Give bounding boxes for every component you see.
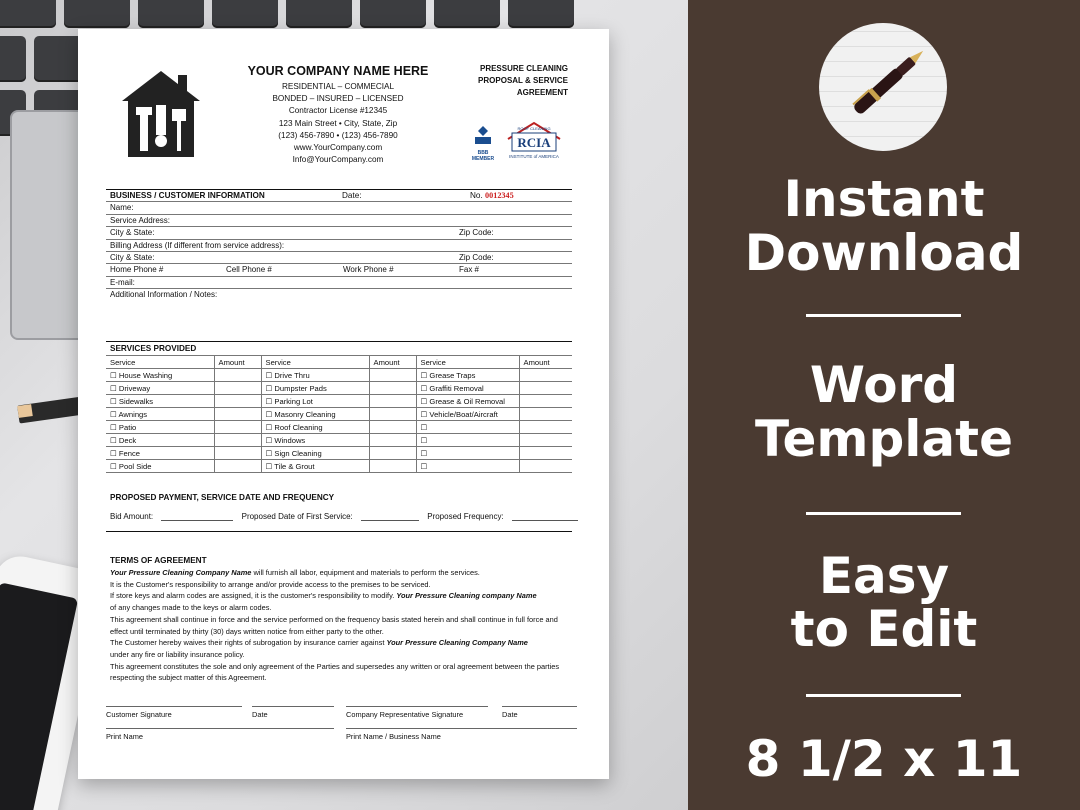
amount-col-header: Amount [369, 356, 416, 369]
print-name-label: Print Name [106, 732, 143, 741]
zip-label: Zip Code: [459, 252, 494, 262]
paper-size-text: 8 1/2 x 11 [745, 730, 1023, 788]
customer-section [106, 189, 572, 302]
notes-label: Additional Information / Notes: [110, 290, 218, 300]
service-label: Masonry Cleaning [274, 409, 336, 419]
amount-cell[interactable] [519, 460, 572, 473]
company-name-emphasis: Your Pressure Cleaning Company Name [110, 568, 252, 577]
checkbox-icon[interactable]: ☐ [110, 461, 119, 471]
print-business-line[interactable] [346, 728, 577, 741]
form-number-value: 0012345 [485, 191, 514, 200]
table-row [106, 447, 572, 460]
service-checkbox-item[interactable] [106, 369, 214, 382]
amount-cell[interactable] [214, 460, 261, 473]
email-label: E-mail: [110, 277, 135, 287]
amount-cell[interactable] [519, 408, 572, 421]
service-label: House Washing [118, 370, 173, 380]
checkbox-icon[interactable]: ☐ [110, 383, 119, 393]
table-row [106, 460, 572, 473]
terms-header: TERMS OF AGREEMENT [110, 556, 207, 565]
checkbox-icon[interactable]: ☐ [420, 435, 428, 445]
rcia-bottom: INSTITUTE of AMERICA [509, 154, 559, 159]
work-phone-label: Work Phone # [343, 265, 394, 275]
terms-paragraph: It is the Customer's responsibility to arrange and/or provide access to the premises to be serviced. [110, 579, 431, 589]
amount-cell[interactable] [519, 369, 572, 382]
payment-fields [106, 512, 572, 521]
services-header: SERVICES PROVIDED [110, 344, 197, 353]
service-label: Deck [118, 435, 137, 445]
date-label: Date [252, 710, 268, 719]
amount-cell[interactable] [214, 369, 261, 382]
amount-cell[interactable] [369, 395, 416, 408]
house-tools-logo [120, 69, 202, 159]
service-checkbox-item[interactable] [106, 421, 214, 434]
service-col-header: Service [106, 356, 214, 369]
service-checkbox-item[interactable] [261, 395, 369, 408]
customer-signature-line[interactable] [106, 706, 242, 719]
proposal-title-line: AGREEMENT [516, 88, 568, 97]
checkbox-icon[interactable]: ☐ [110, 422, 119, 432]
terms-paragraph: This agreement constitutes the sole and only agreement of the Parties and supersedes any written or oral agreement between the parties respecting the subject matter of this Agreement. [110, 661, 560, 683]
rcia-label: RCIA [517, 135, 551, 150]
checkbox-icon[interactable]: ☐ [420, 422, 428, 432]
services-section [106, 341, 572, 473]
service-checkbox-item[interactable] [106, 395, 214, 408]
table-row [106, 434, 572, 447]
service-checkbox-item[interactable] [261, 460, 369, 473]
first-service-input[interactable] [361, 513, 419, 521]
amount-cell[interactable] [214, 434, 261, 447]
customer-signature-label: Customer Signature [106, 710, 172, 719]
service-label: Awnings [118, 409, 148, 419]
service-checkbox-item[interactable] [416, 369, 519, 382]
company-line: RESIDENTIAL – COMMECIAL [281, 82, 395, 91]
service-label: Pool Side [118, 461, 152, 471]
cell-phone-label: Cell Phone # [226, 265, 272, 275]
company-line: (123) 456-7890 • (123) 456-7890 [278, 130, 398, 140]
services-table-header [106, 356, 572, 369]
table-row [106, 382, 572, 395]
easy-text: Easy [818, 547, 950, 605]
bid-amount-label: Bid Amount: [110, 512, 154, 521]
proposal-title-line: PRESSURE CLEANING [479, 64, 568, 73]
word-text: Word [809, 356, 959, 414]
checkbox-icon[interactable]: ☐ [265, 435, 275, 445]
company-line: Info@YourCompany.com [292, 155, 384, 165]
amount-cell[interactable] [214, 408, 261, 421]
bbb-label: BBB [477, 150, 489, 156]
checkbox-icon[interactable]: ☐ [265, 396, 275, 406]
email-field[interactable] [106, 277, 572, 289]
service-checkbox-item[interactable] [106, 434, 214, 447]
company-line: 123 Main Street • City, State, Zip [278, 118, 398, 128]
service-checkbox-item[interactable] [261, 447, 369, 460]
service-checkbox-item[interactable] [106, 408, 214, 421]
amount-cell[interactable] [369, 408, 416, 421]
company-line: Contractor License #12345 [288, 106, 388, 116]
pencil-tip [17, 404, 33, 418]
payment-divider [106, 531, 572, 532]
service-label: Sign Cleaning [274, 448, 322, 458]
checkbox-icon[interactable]: ☐ [265, 448, 275, 458]
divider [806, 512, 961, 515]
service-checkbox-item[interactable] [416, 382, 519, 395]
billing-address-field[interactable] [106, 240, 572, 252]
checkbox-icon[interactable]: ☐ [420, 448, 428, 458]
amount-cell[interactable] [369, 460, 416, 473]
divider [806, 314, 961, 317]
city-state-field[interactable] [106, 227, 572, 239]
frequency-input[interactable] [512, 513, 578, 521]
bbb-sub: MEMBER [471, 156, 495, 162]
amount-cell[interactable] [369, 421, 416, 434]
date-label: Date [502, 710, 518, 719]
form-paper [78, 29, 609, 779]
print-business-label: Print Name / Business Name [346, 732, 441, 741]
service-label: Roof Cleaning [274, 422, 323, 432]
amount-cell[interactable] [214, 447, 261, 460]
rcia-top: ROOF CLEANING [517, 126, 551, 131]
payment-section [106, 493, 572, 532]
city-state-label: City & State: [110, 228, 155, 238]
service-checkbox-item[interactable] [106, 460, 214, 473]
terms-text: will furnish all labor, equipment and materials to perform the services. [251, 568, 480, 577]
company-name-emphasis: Your Pressure Cleaning Company Name [386, 638, 528, 648]
service-checkbox-item[interactable] [261, 408, 369, 421]
terms-paragraph [110, 590, 572, 613]
checkbox-icon[interactable]: ☐ [110, 409, 119, 419]
name-field[interactable] [106, 202, 572, 214]
checkbox-icon[interactable]: ☐ [265, 461, 275, 471]
checkbox-icon[interactable]: ☐ [110, 448, 119, 458]
company-name: YOUR COMPANY NAME HERE [247, 64, 429, 78]
proposal-title [448, 63, 568, 99]
zip-label: Zip Code: [459, 228, 494, 238]
terms-text: The Customer hereby waives their rights of subrogation by insurance carrier against [110, 638, 387, 648]
city-state-label: City & State: [110, 252, 155, 262]
amount-cell[interactable] [519, 382, 572, 395]
divider [806, 694, 961, 697]
service-checkbox-item[interactable] [416, 447, 519, 460]
terms-text: If store keys and alarm codes are assigned, it is the customer's responsibility to modify. [110, 591, 397, 601]
proposal-title-line: PROPOSAL & SERVICE [478, 76, 568, 85]
bid-amount-input[interactable] [161, 513, 233, 521]
home-phone-label: Home Phone # [110, 265, 164, 275]
company-header [228, 63, 448, 166]
checkbox-icon[interactable]: ☐ [420, 409, 430, 419]
checkbox-icon[interactable]: ☐ [265, 422, 275, 432]
service-label: Grease Traps [429, 370, 476, 380]
keyboard-row [0, 0, 574, 28]
table-row [106, 408, 572, 421]
company-line: www.YourCompany.com [293, 143, 383, 153]
service-label: Vehicle/Boat/Aircraft [429, 409, 498, 419]
company-date-line[interactable] [502, 706, 577, 719]
print-name-line[interactable] [106, 728, 334, 741]
notes-field[interactable] [106, 289, 572, 301]
service-label: Driveway [118, 383, 151, 393]
checkbox-icon[interactable]: ☐ [110, 396, 119, 406]
to-edit-text: to Edit [790, 600, 978, 658]
service-checkbox-item[interactable] [416, 408, 519, 421]
customer-header-row [106, 190, 572, 202]
promo-panel [688, 0, 1080, 810]
company-name-emphasis: Your Pressure Cleaning company Name [396, 591, 537, 601]
customer-date-line[interactable] [252, 706, 334, 719]
terms-text: of any changes made to the keys or alarm codes. [110, 603, 272, 613]
amount-cell[interactable] [369, 447, 416, 460]
fax-label: Fax # [459, 265, 480, 275]
pen-image [819, 23, 947, 151]
table-row [106, 395, 572, 408]
billing-city-field[interactable] [106, 252, 572, 264]
checkbox-icon[interactable]: ☐ [110, 370, 119, 380]
amount-cell[interactable] [519, 421, 572, 434]
terms-section [106, 555, 572, 684]
amount-cell[interactable] [369, 382, 416, 395]
checkbox-icon[interactable]: ☐ [265, 370, 275, 380]
service-checkbox-item[interactable] [261, 434, 369, 447]
terms-paragraph [110, 637, 572, 660]
company-line: BONDED – INSURED – LICENSED [272, 94, 404, 104]
service-checkbox-item[interactable] [416, 460, 519, 473]
service-label: Parking Lot [274, 396, 313, 406]
service-address-label: Service Address: [110, 215, 171, 225]
service-label: Grease & Oil Removal [429, 396, 505, 406]
service-checkbox-item[interactable] [261, 382, 369, 395]
bbb-logo [470, 125, 496, 162]
amount-cell[interactable] [519, 395, 572, 408]
terms-paragraph: This agreement shall continue in force and the service performed on the frequency basis stated herein and shall continue in full force and effect until terminated by thirty (30) days written notice from either party to the other. [110, 614, 558, 636]
download-text: Download [744, 224, 1024, 282]
template-text: Template [755, 410, 1013, 468]
amount-cell[interactable] [519, 434, 572, 447]
checkbox-icon[interactable]: ☐ [420, 383, 430, 393]
service-checkbox-item[interactable] [416, 421, 519, 434]
billing-label: Billing Address (If different from service address): [110, 240, 285, 250]
table-row [106, 369, 572, 382]
service-label: Windows [274, 435, 306, 445]
date-label: Date: [342, 191, 362, 200]
service-col-header: Service [261, 356, 369, 369]
checkbox-icon[interactable]: ☐ [110, 435, 119, 445]
amount-cell[interactable] [214, 382, 261, 395]
service-label: Drive Thru [274, 370, 310, 380]
services-table [106, 355, 572, 473]
instant-text: Instant [783, 170, 985, 228]
service-label: Tile & Grout [274, 461, 315, 471]
payment-header: PROPOSED PAYMENT, SERVICE DATE AND FREQUENCY [110, 493, 335, 502]
table-row [106, 421, 572, 434]
fountain-pen-icon [819, 23, 947, 151]
service-label: Graffiti Removal [429, 383, 484, 393]
service-checkbox-item[interactable] [261, 369, 369, 382]
service-checkbox-item[interactable] [106, 447, 214, 460]
service-label: Fence [118, 448, 141, 458]
form-number-label: No. [470, 191, 483, 200]
company-signature-label: Company Representative Signature [346, 710, 464, 719]
checkbox-icon[interactable]: ☐ [265, 383, 275, 393]
amount-col-header: Amount [519, 356, 572, 369]
service-col-header: Service [416, 356, 519, 369]
checkbox-icon[interactable]: ☐ [420, 396, 430, 406]
service-checkbox-item[interactable] [416, 434, 519, 447]
form-number [470, 190, 514, 202]
service-checkbox-item[interactable] [416, 395, 519, 408]
frequency-label: Proposed Frequency: [427, 512, 504, 521]
amount-cell[interactable] [369, 369, 416, 382]
service-label: Sidewalks [118, 396, 154, 406]
amount-cell[interactable] [214, 421, 261, 434]
phone-field-row[interactable] [106, 264, 572, 276]
checkbox-icon[interactable]: ☐ [420, 370, 430, 380]
company-signature-line[interactable] [346, 706, 488, 719]
amount-cell[interactable] [214, 395, 261, 408]
checkbox-icon[interactable]: ☐ [265, 409, 275, 419]
terms-text: under any fire or liability insurance policy. [110, 649, 245, 659]
amount-cell[interactable] [369, 434, 416, 447]
name-label: Name: [110, 203, 134, 213]
amount-col-header: Amount [214, 356, 261, 369]
service-label: Dumpster Pads [274, 383, 327, 393]
first-service-label: Proposed Date of First Service: [241, 512, 353, 521]
service-checkbox-item[interactable] [261, 421, 369, 434]
service-address-field[interactable] [106, 215, 572, 227]
service-checkbox-item[interactable] [106, 382, 214, 395]
terms-paragraph [110, 567, 572, 579]
rcia-logo [504, 119, 564, 161]
checkbox-icon[interactable]: ☐ [420, 461, 428, 471]
customer-header: BUSINESS / CUSTOMER INFORMATION [110, 191, 265, 200]
service-label: Patio [118, 422, 137, 432]
amount-cell[interactable] [519, 447, 572, 460]
